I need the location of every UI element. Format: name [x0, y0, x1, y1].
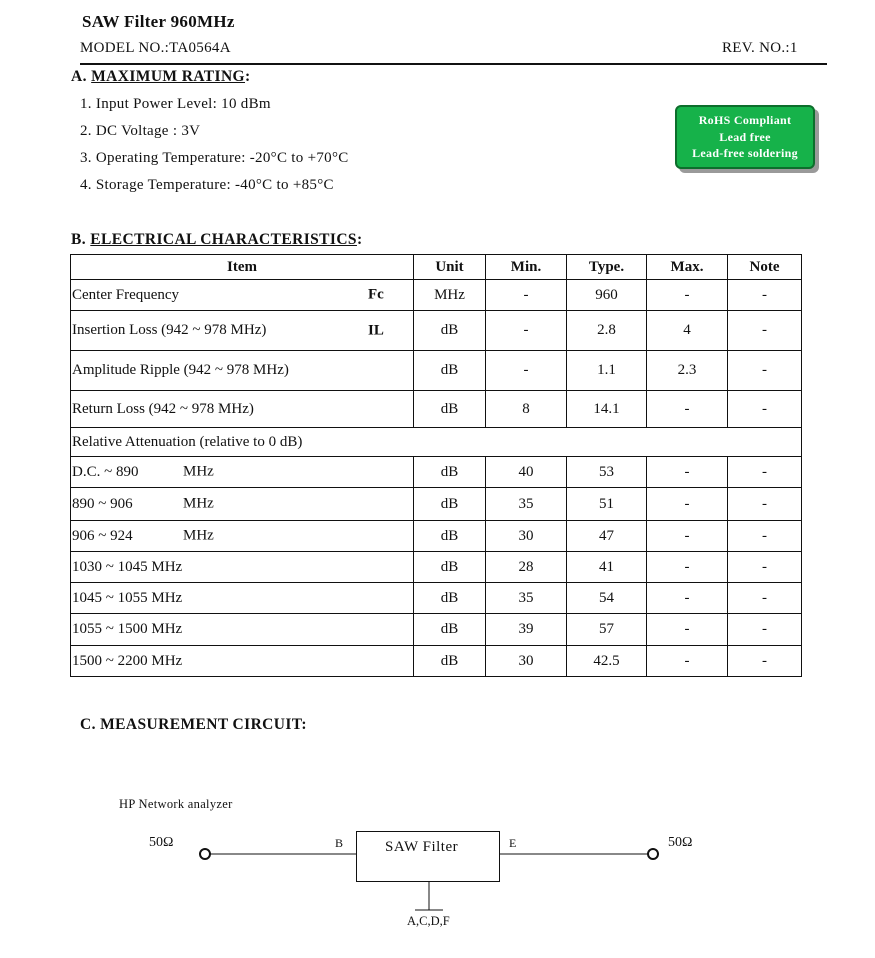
item-cell: 1030 ~ 1045 MHz — [71, 552, 414, 583]
note-cell: - — [728, 311, 802, 351]
unit-cell: dB — [414, 583, 486, 614]
unit-cell: dB — [414, 351, 486, 391]
section-a-suffix: : — [245, 68, 251, 85]
typ-cell: 51 — [567, 488, 647, 521]
rating-item: 4. Storage Temperature: -40°C to +85°C — [80, 177, 334, 193]
range-unit: MHz — [183, 463, 214, 480]
typ-cell: 14.1 — [567, 391, 647, 428]
max-cell: - — [647, 552, 728, 583]
unit-cell: dB — [414, 391, 486, 428]
item-cell: Amplitude Ripple (942 ~ 978 MHz) — [71, 351, 414, 391]
item-symbol: IL — [368, 322, 384, 338]
range-label: 906 ~ 924 — [72, 527, 133, 544]
item-symbol: Fc — [368, 286, 384, 303]
output-terminal-icon — [648, 849, 658, 859]
max-cell: - — [647, 488, 728, 521]
column-header: Unit — [414, 255, 486, 280]
max-cell: - — [647, 646, 728, 677]
relative-attenuation-label: Relative Attenuation (relative to 0 dB) — [71, 428, 802, 457]
section-b-title: ELECTRICAL CHARACTERISTICS — [90, 231, 357, 248]
note-cell: - — [728, 552, 802, 583]
min-cell: 35 — [486, 488, 567, 521]
unit-cell: dB — [414, 521, 486, 552]
right-impedance-label: 50Ω — [668, 835, 693, 850]
badge-line: Lead-free soldering — [692, 146, 798, 160]
note-cell: - — [728, 280, 802, 311]
section-b-suffix: : — [356, 231, 363, 248]
model-number: MODEL NO.:TA0564A — [80, 40, 231, 56]
item-cell: Return Loss (942 ~ 978 MHz) — [71, 391, 414, 428]
typ-cell: 54 — [567, 583, 647, 614]
item-cell: 1055 ~ 1500 MHz — [71, 614, 414, 646]
typ-cell: 47 — [567, 521, 647, 552]
unit-cell: dB — [414, 488, 486, 521]
typ-cell: 2.8 — [567, 311, 647, 351]
typ-cell: 41 — [567, 552, 647, 583]
section-b-prefix: B. — [71, 231, 91, 248]
unit-cell: dB — [414, 311, 486, 351]
min-cell: 8 — [486, 391, 567, 428]
column-header: Min. — [486, 255, 567, 280]
min-cell: 30 — [486, 646, 567, 677]
typ-cell: 960 — [567, 280, 647, 311]
min-cell: 40 — [486, 457, 567, 488]
range-label: 890 ~ 906 — [72, 495, 133, 512]
section-a-prefix: A. — [71, 68, 92, 85]
typ-cell: 57 — [567, 614, 647, 646]
unit-cell: dB — [414, 457, 486, 488]
output-pin-label: E — [509, 836, 517, 850]
rating-item: 1. Input Power Level: 10 dBm — [80, 96, 271, 112]
item-cell: 1045 ~ 1055 MHz — [71, 583, 414, 614]
unit-cell: dB — [414, 646, 486, 677]
badge-line: RoHS Compliant — [698, 113, 792, 127]
min-cell: 30 — [486, 521, 567, 552]
rating-item: 2. DC Voltage : 3V — [80, 123, 201, 139]
range-unit: MHz — [183, 527, 214, 544]
min-cell: 35 — [486, 583, 567, 614]
typ-cell: 1.1 — [567, 351, 647, 391]
saw-filter-label: SAW Filter — [385, 839, 459, 855]
column-header: Type. — [567, 255, 647, 280]
rating-item: 3. Operating Temperature: -20°C to +70°C — [80, 150, 349, 166]
note-cell: - — [728, 583, 802, 614]
column-header: Note — [728, 255, 802, 280]
min-cell: 39 — [486, 614, 567, 646]
max-cell: - — [647, 391, 728, 428]
min-cell: - — [486, 311, 567, 351]
unit-cell: MHz — [414, 280, 486, 311]
max-cell: - — [647, 457, 728, 488]
note-cell: - — [728, 351, 802, 391]
min-cell: - — [486, 280, 567, 311]
unit-cell: dB — [414, 552, 486, 583]
item-label: Center Frequency — [72, 286, 180, 303]
document-title: SAW Filter 960MHz — [82, 12, 235, 31]
item-label: Insertion Loss (942 ~ 978 MHz) — [72, 322, 267, 338]
note-cell: - — [728, 614, 802, 646]
input-pin-label: B — [335, 836, 344, 850]
note-cell: - — [728, 521, 802, 552]
max-cell: 4 — [647, 311, 728, 351]
section-a-title: MAXIMUM RATING — [91, 68, 245, 85]
note-cell: - — [728, 391, 802, 428]
revision-number: REV. NO.:1 — [722, 40, 798, 56]
min-cell: - — [486, 351, 567, 391]
max-cell: - — [647, 614, 728, 646]
left-impedance-label: 50Ω — [149, 835, 174, 850]
max-cell: - — [647, 521, 728, 552]
range-unit: MHz — [183, 495, 214, 512]
note-cell: - — [728, 488, 802, 521]
note-cell: - — [728, 646, 802, 677]
network-analyzer-label: HP Network analyzer — [119, 797, 233, 811]
section-c-heading: C. MEASUREMENT CIRCUIT: — [80, 716, 307, 733]
item-cell: 1500 ~ 2200 MHz — [71, 646, 414, 677]
unit-cell: dB — [414, 614, 486, 646]
column-header: Max. — [647, 255, 728, 280]
input-terminal-icon — [200, 849, 210, 859]
typ-cell: 53 — [567, 457, 647, 488]
ground-pins-label: A,C,D,F — [407, 914, 450, 928]
max-cell: - — [647, 280, 728, 311]
max-cell: 2.3 — [647, 351, 728, 391]
column-header: Item — [71, 255, 414, 280]
range-label: D.C. ~ 890 — [72, 463, 139, 480]
min-cell: 28 — [486, 552, 567, 583]
note-cell: - — [728, 457, 802, 488]
typ-cell: 42.5 — [567, 646, 647, 677]
badge-line: Lead free — [719, 129, 771, 144]
max-cell: - — [647, 583, 728, 614]
